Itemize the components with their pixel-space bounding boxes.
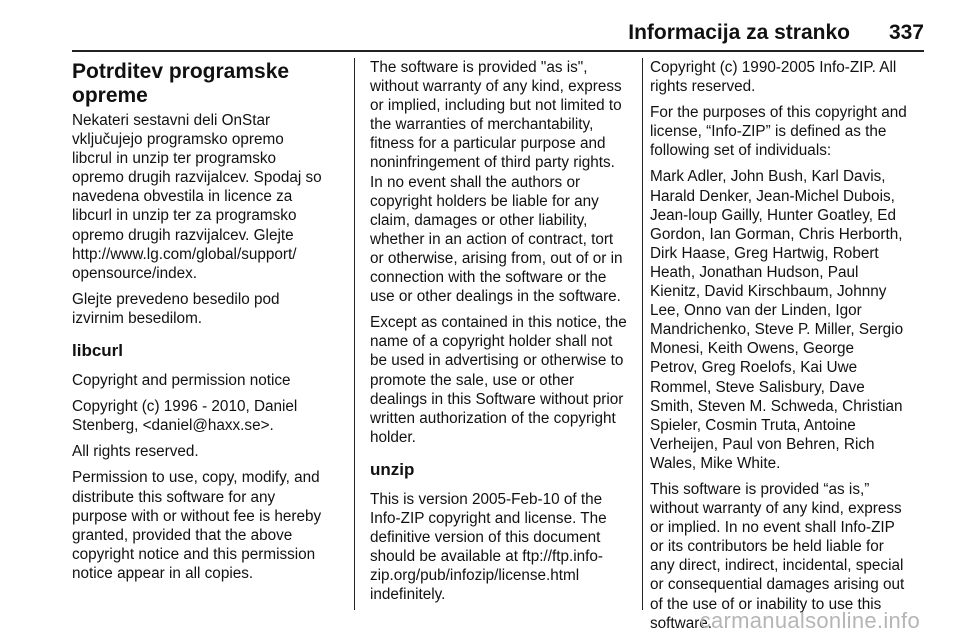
text-line: opremo drugih razvijalcev. Spodaj so [72,169,322,187]
column-divider [354,58,355,610]
text-line: copyright holders be liable for any [370,192,599,210]
infozip-purposes [650,103,930,160]
text-line: or implied. In no event shall Info-ZIP [650,519,895,537]
text-line: Rommel, Steve Salisbury, Dave [650,378,865,396]
text-line: http://www.lg.com/global/support/ [72,245,297,263]
libcurl-copyright [72,397,348,435]
text-line: Mandrichenko, Steve P. Miller, Sergio [650,321,904,339]
text-line: opensource/index. [72,264,198,282]
text-line: copyright notice and this permission [72,545,316,563]
column-2 [370,58,634,611]
text-line: Heath, Jonathan Hudson, Paul [650,263,859,281]
text-line: the warranties of merchantability, [370,116,594,134]
column-divider [642,58,643,610]
page-header [0,0,960,52]
unzip-heading: unzip [370,459,415,479]
text-line: Smith, Steven M. Schweda, Christian [650,397,903,415]
infozip-individuals [650,167,930,473]
watermark: carmanualsonline.info [699,608,920,633]
as-is-paragraph [370,58,634,306]
text-line: dealings in this Software without prior [370,390,624,408]
text-line: For the purposes of this copyright and [650,104,907,122]
header-title: Informacija za stranko [628,21,850,44]
column-3 [650,58,930,640]
text-line: be used in advertising or otherwise to [370,352,624,370]
text-line: notice appear in all copies. [72,564,254,582]
text-line: or implied, including but not limited to [370,97,622,115]
text-line: distribute this software for any [72,488,276,506]
text-line: navedena obvestila in licence za [72,188,293,206]
text-line: without warranty of any kind, express [370,78,622,96]
text-line: use or other dealings in the software. [370,288,621,306]
text-line: of the use of or inability to use this [650,595,882,613]
text-line: zip.org/pub/infozip/license.html [370,567,580,585]
page-number: 337 [888,21,924,44]
text-line: following set of individuals: [650,142,832,160]
text-line: Wales, Mike White. [650,454,781,472]
header-rule [72,50,924,52]
libcurl-rights: All rights reserved. [72,443,199,461]
text-line: or consequential damages arising out [650,576,905,594]
text-line: granted, provided that the above [72,526,293,544]
text-line: or its contributors be held liable for [650,538,884,556]
text-line: Permission to use, copy, modify, and [72,469,320,487]
text-line: Except as contained in this notice, the [370,314,627,332]
text-line: Kienitz, David Kirschbaum, Johnny [650,283,887,301]
text-line: connection with the software or the [370,269,607,287]
text-line: Stenberg, <daniel@haxx.se>. [72,417,274,435]
text-line: fitness for a particular purpose and [370,135,606,153]
text-line: name of a copyright holder shall not [370,333,613,351]
text-line: Nekateri sestavni deli OnStar [72,112,271,129]
text-line: should be available at ftp://ftp.info- [370,548,604,566]
text-line: Mark Adler, John Bush, Karl Davis, [650,168,886,186]
text-line: software. [650,614,713,632]
text-line: Dirk Haase, Greg Hartwig, Robert [650,244,879,262]
text-line: The software is provided "as is", [370,59,588,76]
translation-note [72,290,348,328]
text-line: This is version 2005-Feb-10 of the [370,490,603,508]
text-line: holder. [370,428,416,446]
text-line: Spieler, Cosmin Truta, Antoine [650,416,856,434]
text-line: Copyright (c) 1990-2005 Info-ZIP. All [650,59,897,76]
text-line: libcurl in unzip ter za programsko [72,207,297,225]
text-line: vključujejo programsko opremo [72,131,284,149]
text-line: or otherwise, arising from, out of or in [370,249,623,267]
text-line: written authorization of the copyright [370,409,616,427]
text-line: rights reserved. [650,78,756,96]
text-line: purpose with or without fee is hereby [72,507,322,525]
infozip-copyright [650,58,930,96]
text-line: opremo drugih razvijalcev. Glejte [72,226,294,244]
text-line: promote the sale, use or other [370,371,575,389]
libcurl-heading: libcurl [72,341,124,361]
text-line: without warranty of any kind, express [650,500,902,518]
intro-paragraph [72,111,348,283]
text-line: Glejte prevedeno besedilo pod [72,290,280,308]
text-line: any direct, indirect, incidental, special [650,557,904,575]
text-line: definitive version of this document [370,529,601,547]
text-line: Copyright (c) 1996 - 2010, Daniel [72,398,298,416]
text-line: izvirnim besedilom. [72,309,203,327]
text-line: claim, damages or other liability, [370,211,588,229]
libcurl-notice: Copyright and permission notice [72,372,291,390]
text-line: indefinitely. [370,586,446,604]
text-line: Gordon, Ian Gorman, Chris Herborth, [650,225,903,243]
text-line: Verheijen, Paul von Behren, Rich [650,435,875,453]
text-line: license, “Info-ZIP” is defined as the [650,123,887,141]
text-line: Harald Denker, Jean-Michel Dubois, [650,187,895,205]
text-line: Petrov, Greg Roelofs, Kai Uwe [650,359,858,377]
text-line: Info-ZIP copyright and license. The [370,509,607,527]
text-line: Lee, Onno van der Linden, Igor [650,302,862,320]
unzip-paragraph [370,490,634,605]
text-line: libcrul in unzip ter programsko [72,150,277,168]
except-paragraph [370,313,634,447]
text-line: Monesi, Keith Owens, George [650,340,855,358]
libcurl-permission [72,468,348,583]
text-line: This software is provided “as is,” [650,480,870,498]
column-1 [72,58,348,590]
text-line: noninfringement of third party rights. [370,154,615,172]
section-title: Potrditev programske opreme [72,60,290,107]
text-line: Jean-loup Gailly, Hunter Goatley, Ed [650,206,897,224]
text-line: In no event shall the authors or [370,173,581,191]
text-line: whether in an action of contract, tort [370,230,614,248]
